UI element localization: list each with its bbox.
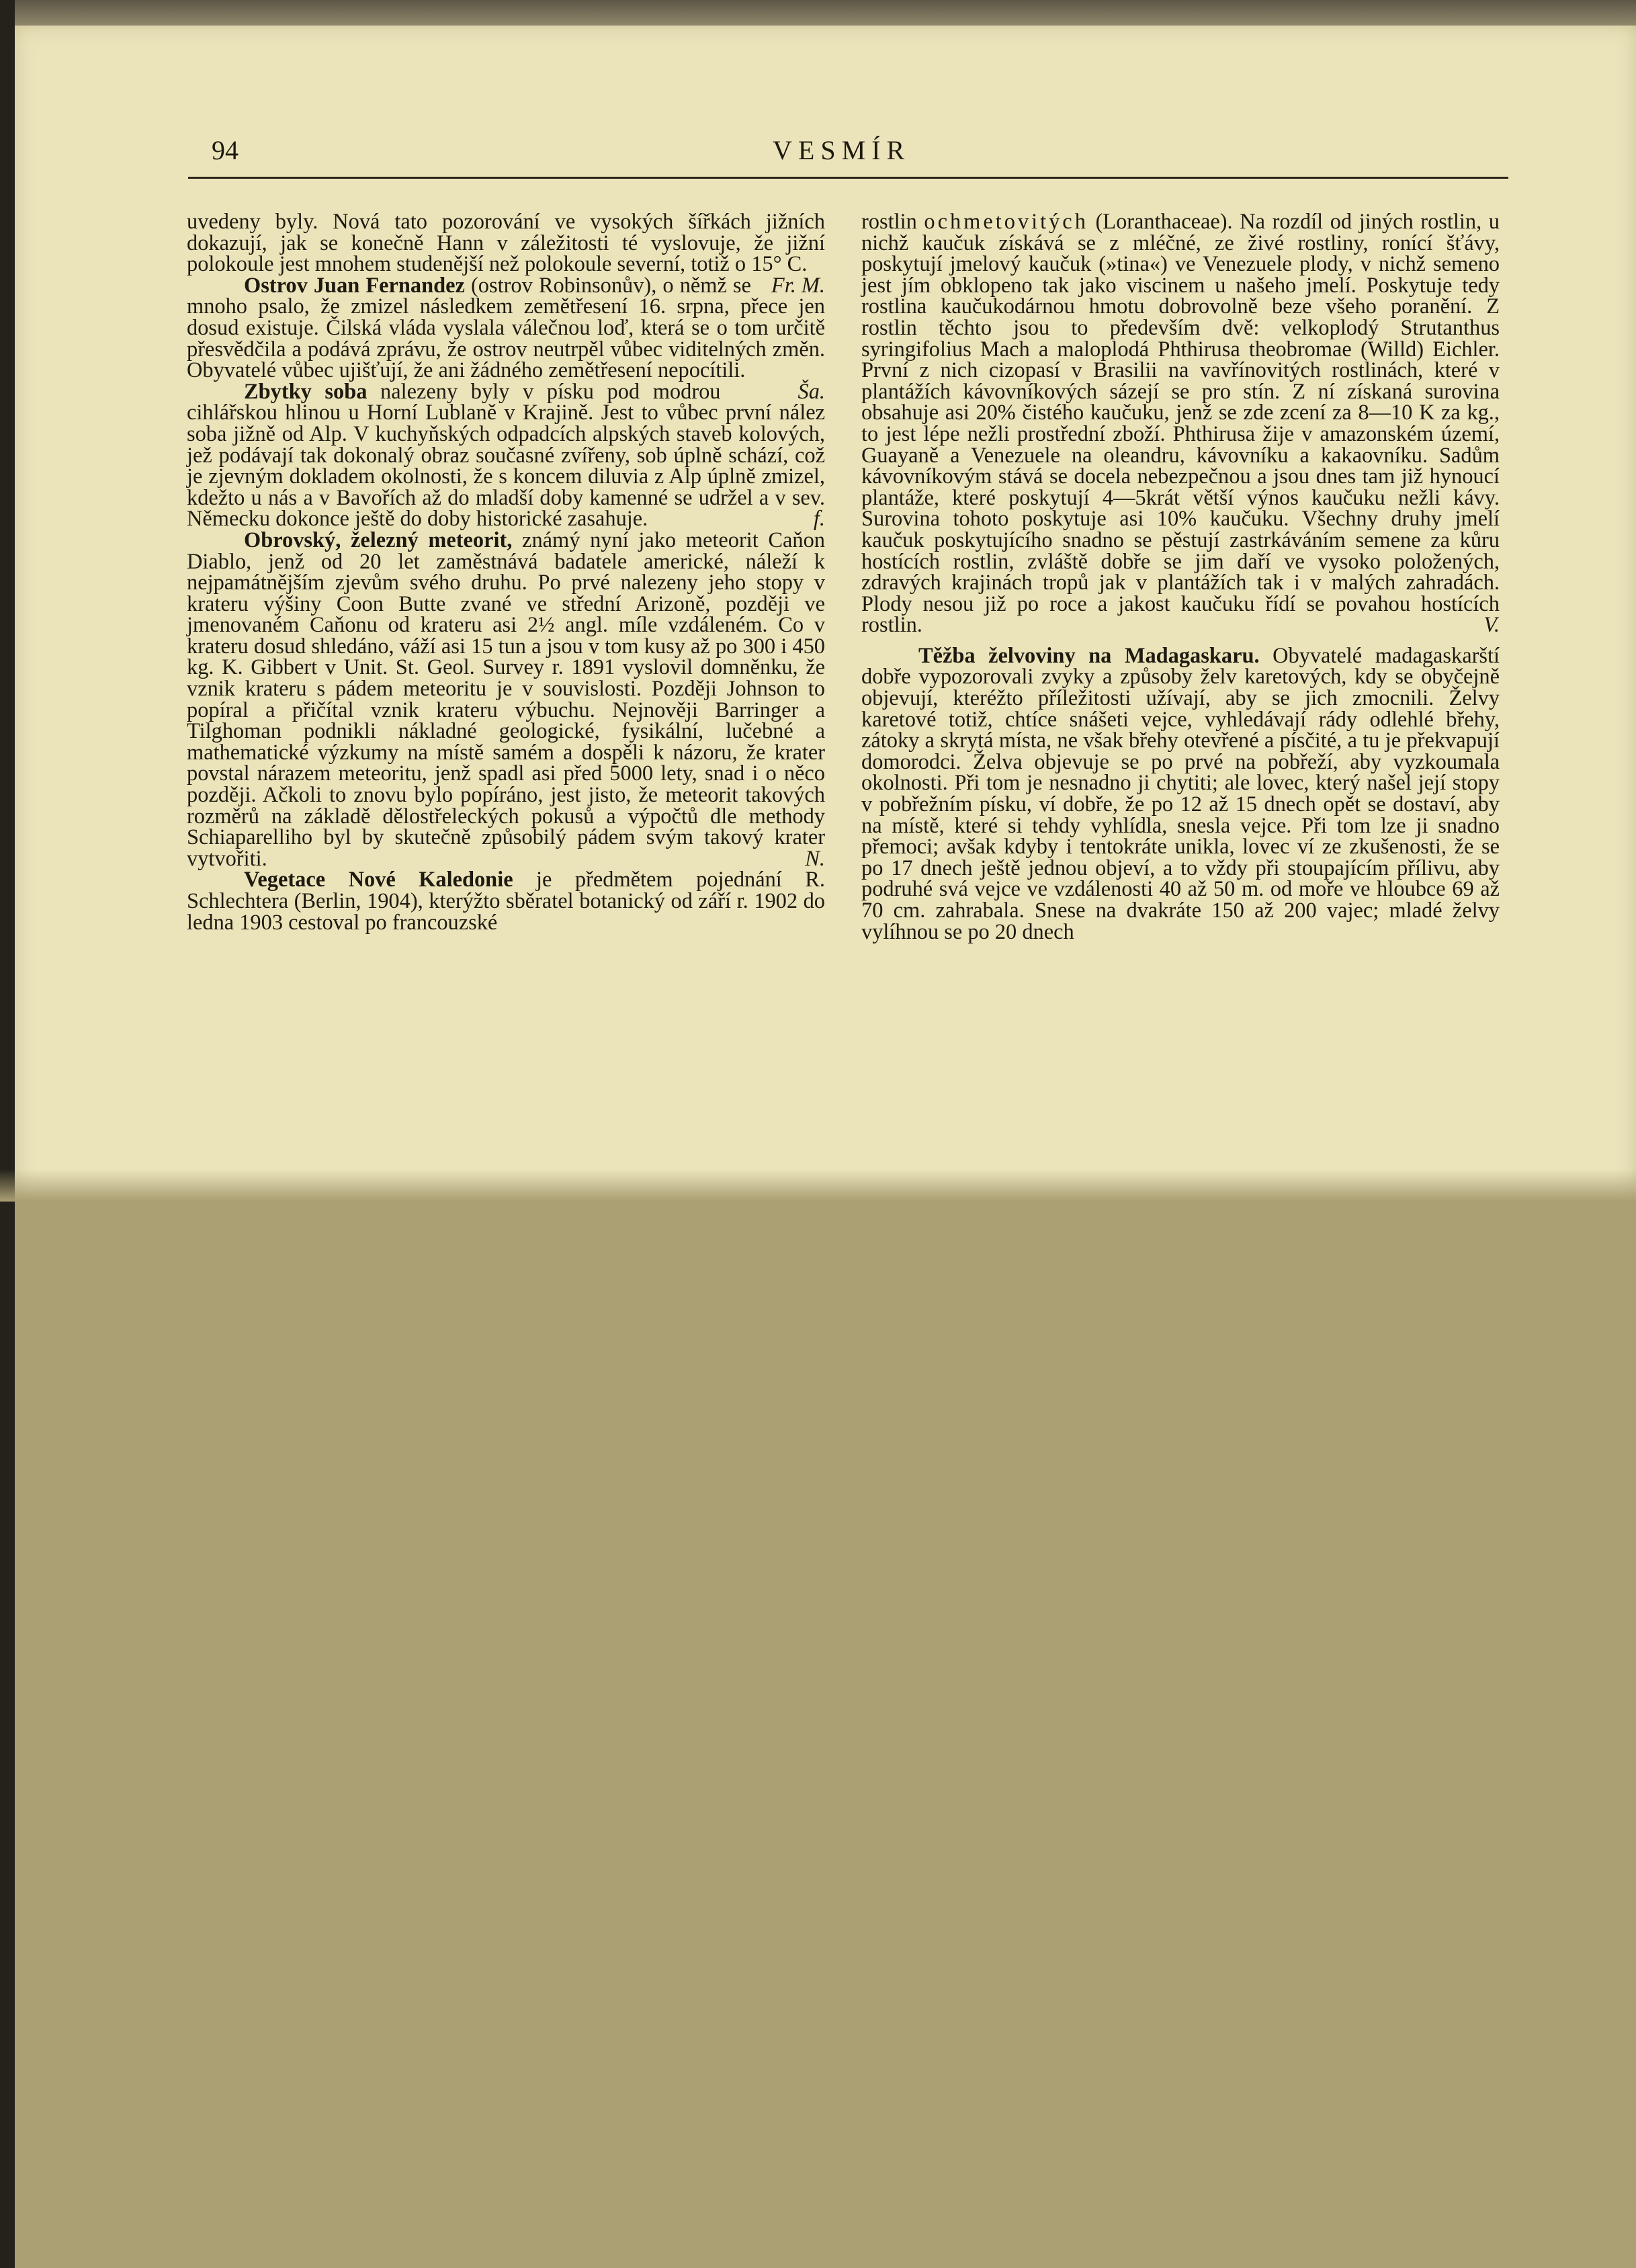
article-tortoiseshell-madagascar [861, 643, 1500, 944]
scan-left-edge [0, 0, 15, 2268]
article-heading: Ostrov Juan Fernandez [244, 273, 465, 298]
paragraph-text-rest: (Loranthaceae). Na rozdíl od jiných rostlin, u nichž kaučuk získává se z mléčné, ze živé rostliny, ronící šťávy, poskytují jmelový kaučuk (»tina«) ve Venezuele plody, v nichž semeno jest jím obklopeno tak jako viscinem u našeho jmelí. Poskytuje tedy rostlina kaučukodárnou hmotu dobrovolně beze všeho poranění. Z rostlin těchto jsou to především dvě: velkoplodý Strutanthus syringifolius Mach a maloplodá Phthirusa theobromae (Willd) Eichler. První z nich cizopasí v Brasilii na vavřínovitých rostlinách, které v plantážích kávovníkových sázejí se pro stín. Z ní získaná surovina obsahuje asi 20% čistého kaučuku, jenž se zde zcení za 8—10 K za kg., to jest lépe nežli prostřední zboží. Phthirusa žije v amazonském území, Guayaně a Venezuele na oleandru, kávovníku a kakaovníku. Sadům kávovníkovým stává se docela nebezpečnou a jsou dnes tam již hynoucí plantáže, které poskytují 4—5krát větší výnos kaučuku nežli kávy. Surovina tohoto poskytuje asi 10% kaučuku. Všechny druhy jmelí kaučuk poskytujícího snadno se pěstují zastrkáváním semene za kůru hostících rostlin, zvláště dobře se jim daří ve vysoko položených, zdravých krajinách tropů jak v plantážích tak i v malých zahradách. Plody nesou již po roce a jakost kaučuku řídí se povahou hostících rostlin. [861, 210, 1500, 638]
article-iron-meteorite [187, 530, 825, 870]
header-rule [188, 177, 1508, 179]
article-heading: Vegetace Nové Kaledonie [244, 868, 513, 892]
author-signature: V. [1483, 613, 1500, 638]
author-signature: Ša. [798, 379, 825, 404]
article-text: je předmětem pojednání R. Schlechtera (Berlin, 1904), kterýžto sběratel botanický od září r. 1902 do ledna 1903 cestoval po francouzské [187, 868, 825, 935]
page-bottom-fade [0, 1169, 1636, 1202]
article-text: Obyvatelé madagaskarští dobře vypozorovali zvyky a způsoby želv karetových, kdy se obyčejně objevují, kteréžto příležitosti užívají, aby se jich zmocnili. Želvy karetové totiž, chtíce snášeti vejce, vyhledávají rády odlehlé břehy, zátoky a skrytá místa, ne však břehy otevřené a písčité, a tu je překvapují domorodci. Želva objevuje se po prvé na pobřeží, aby vyzkoumala okolnosti. Při tom je nesnadno ji chytiti; ale lovec, který našel její stopy v pobřežním písku, ví dobře, že po 12 až 15 dnech opět se dostaví, aby na místě, které si tehdy vyhlídla, snesla vejce. Při tom lze ji snadno přemoci; avšak kdyby i tentokráte unikla, lovec ví ze zkušenosti, že se po 17 dnech ještě jednou objeví, a to vždy při stoupajícím přílivu, aby podruhé svá vejce ve vzdálenosti 40 až 50 m. od moře ve hloubce 69 až 70 cm. zahrabala. Snese na dvakráte 150 až 200 vajec; mladé želvy vylíhnou se po 20 dnech [861, 643, 1500, 944]
article-heading: Zbytky soba [244, 379, 368, 404]
author-signature: f. [813, 507, 825, 532]
article-text: (ostrov Robinsonův), o němž se mnoho psalo, že zmizel následkem zemětřesení 16. srpna, přece jen dosud existuje. Čilská vláda vyslala válečnou loď, která se o tom určitě přesvědčila a podává zprávu, že ostrov neutrpěl vůbec viditelných změn. Obyvatelé vůbec ujišťují, že ani žádného zemětřesení nepocítili. [187, 273, 825, 383]
article-reindeer-remains [187, 379, 825, 532]
running-title: VESMÍR [773, 135, 911, 165]
spaced-term: ochmetovitých [924, 210, 1088, 234]
article-text: nalezeny byly v písku pod modrou cihlářskou hlinou u Horní Lublaně v Krajině. Jest to vůbec první nález soba jižně od Alp. V kuchyňských odpadcích alpských staveb kolových, jež podávají tak dokonalý obraz současné zvířeny, sob úplně schází, což je zjevným dokladem okolnosti, že s koncem diluvia z Alp úplně zmizel, kdežto u nás a v Bavořích až do mladší doby kamenné se udržel a v sev. Německu dokonce ještě do doby historické zasahuje. [187, 379, 825, 532]
paragraph-text: uvedeny byly. Nová tato pozorování ve vysokých šířkách jižních dokazují, jak se konečně Hann v záležitosti té vyslovuje, že jižní polokoule jest mnohem studenější než polokoule severní, totiž o 15° C. [187, 210, 825, 277]
author-signature: N. [805, 846, 825, 871]
article-heading: Obrovský, železný meteorit, [244, 528, 513, 552]
article-text: známý nyní jako meteorit Caňon Diablo, jenž od 20 let zaměstnává badatele americké, náleží k nejpamátnějším zjevům svého druhu. Po prvé nalezeny jeho stopy v krateru výšiny Coon Butte zvané ve střední Arizoně, později ve jmenovaném Caňonu od krateru asi 2½ angl. míle vzdáleném. Co v krateru dosud shledáno, váží asi 15 tun a jsou v tom kusy až po 300 i 450 kg. K. Gibbert v Unit. St. Geol. Survey r. 1891 vyslovil domněnku, že vznik krateru s pádem meteoritu je v souvislosti. Později Johnson to popíral a přičítal vznik krateru výbuchu. Nejnověji Barringer a Tilghoman podnikli nákladné geologické, fysikální, lučebné a mathematické výzkumy na místě samém a dospěli k názoru, že krater povstal nárazem meteoritu, jenž spadl asi před 5000 lety, snad i o něco později. Ačkoli to znovu bylo popíráno, jest jisto, že meteorit takových rozměrů na základě dělostřeleckých pokusů a výpočtů dle methody Schiaparelliho byl by skutečně způsobilý pádem svým takový krater vytvořiti. [187, 528, 825, 871]
author-signature: Fr. M. [771, 273, 825, 298]
paragraph-mistletoe-rubber [861, 212, 1500, 636]
article-heading: Těžba želvoviny na Madagaskaru. [918, 643, 1260, 668]
paragraph-text-start: rostlin [861, 210, 924, 234]
page-number: 94 [212, 135, 239, 165]
right-column [861, 212, 1500, 943]
article-new-caledonia [187, 870, 825, 933]
scan-top-shadow [0, 0, 1636, 26]
left-column [187, 212, 825, 933]
